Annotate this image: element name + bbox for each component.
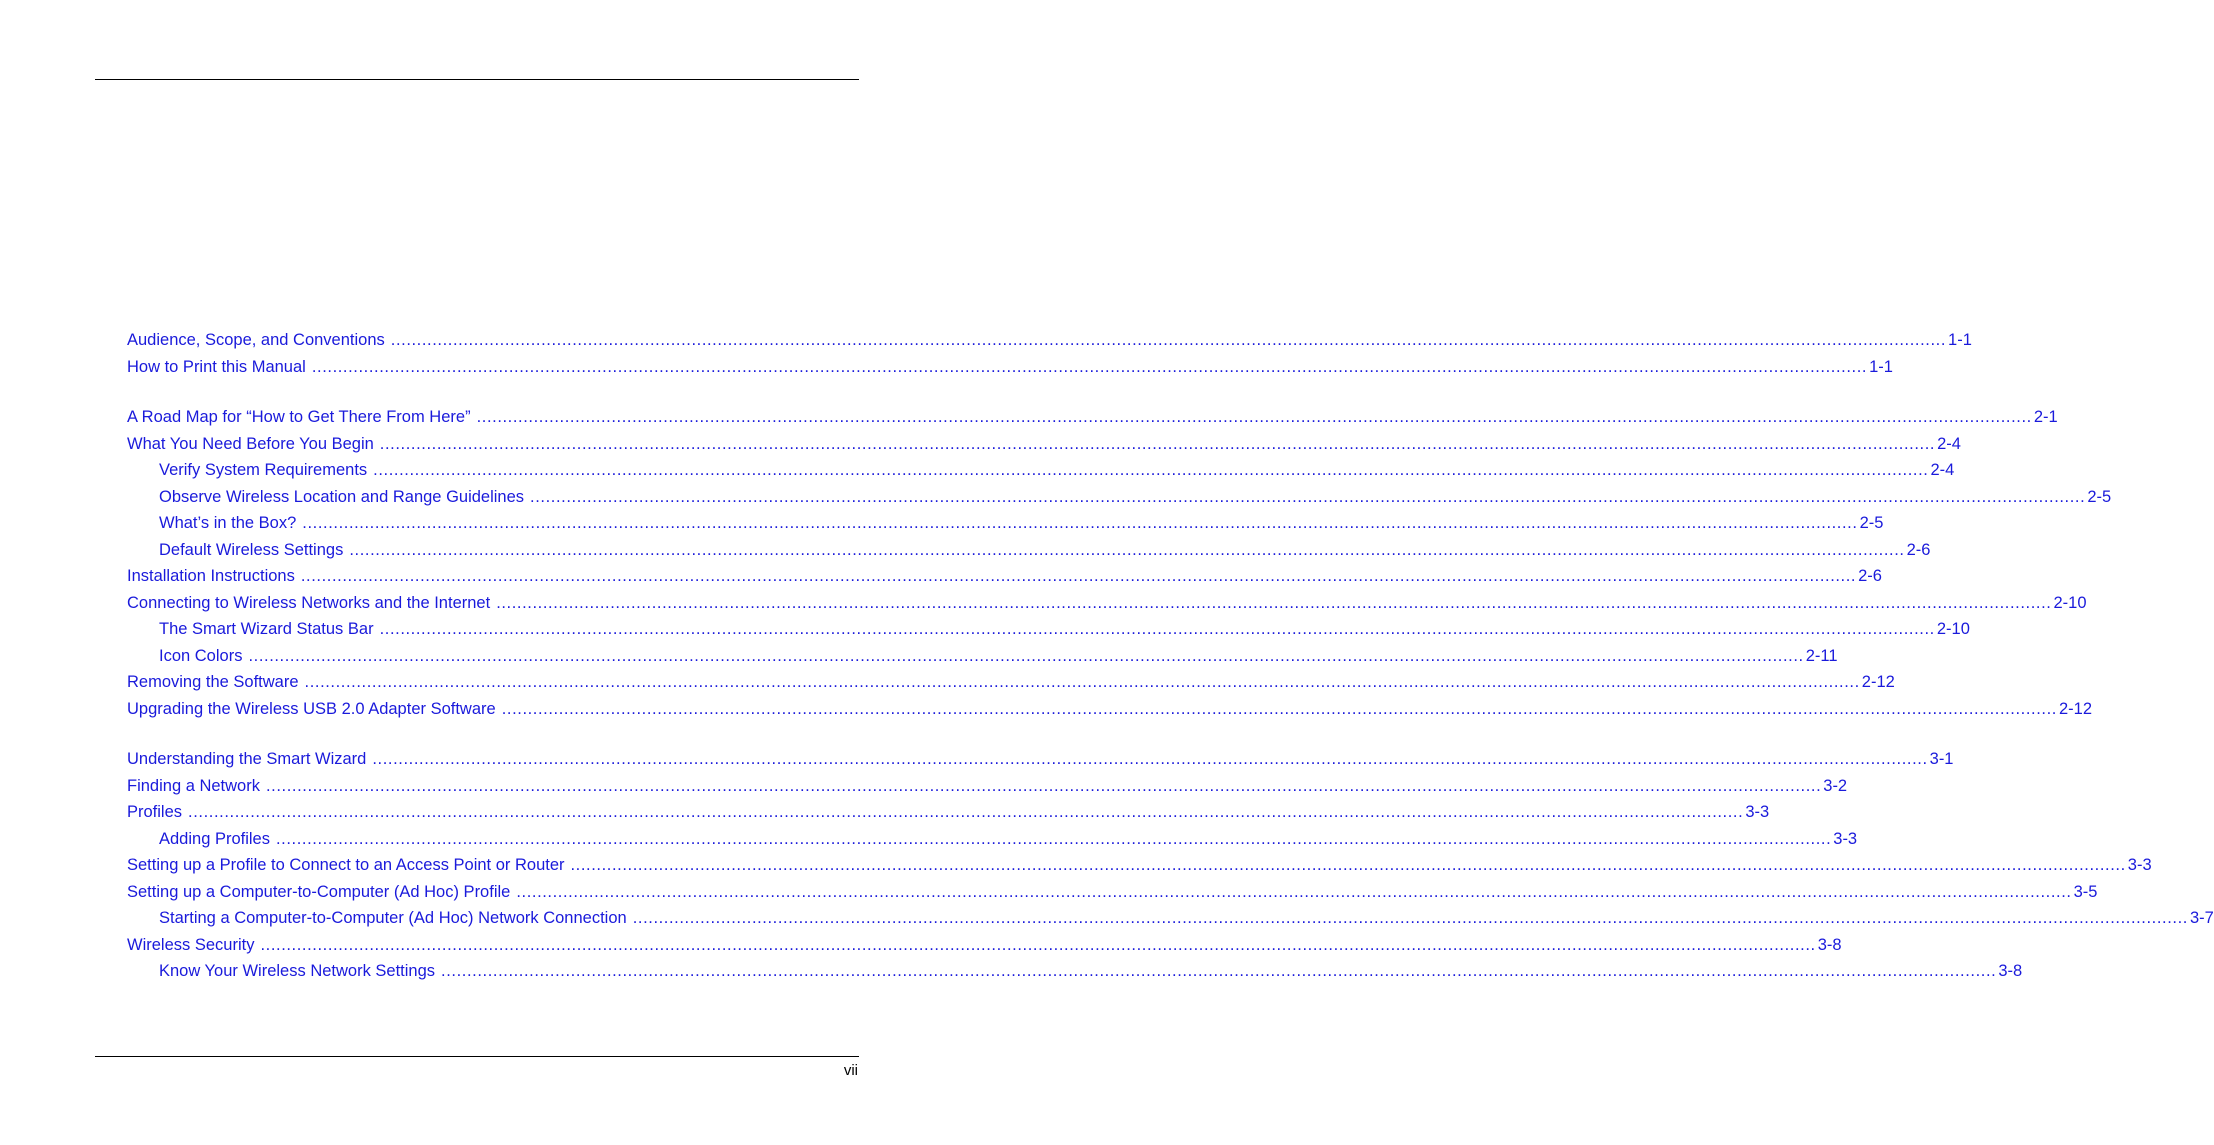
- toc-subentry-link[interactable]: [127, 616, 1970, 643]
- dot-leader: ............................................................................................................................................................................................................................................................................................................: [188, 803, 1744, 821]
- toc-entry-title: Upgrading the Wireless USB 2.0 Adapter Software: [127, 699, 496, 718]
- dot-leader: ............................................................................................................................................................................................................................................................................................................: [349, 540, 1905, 559]
- toc-subentry-link[interactable]: [127, 643, 1838, 670]
- table-of-contents: [127, 327, 2214, 985]
- toc-entry-title: Understanding the Smart Wizard: [127, 750, 367, 768]
- dot-leader: ............................................................................................................................................................................................................................................................................................................: [570, 856, 2126, 874]
- toc-entry-title: Finding a Network: [127, 776, 260, 795]
- toc-entry-title: Setting up a Profile to Connect to an Access Point or Router: [127, 856, 565, 874]
- toc-entry-title: Verify System Requirements: [159, 461, 368, 479]
- toc-entry-title: Starting a Computer-to-Computer (Ad Hoc) Network Connection: [159, 909, 627, 927]
- dot-leader: ............................................................................................................................................................................................................................................................................................................: [311, 357, 1868, 376]
- toc-subentry-link[interactable]: [127, 826, 1858, 853]
- toc-entry-page: 3-3: [1833, 829, 1858, 848]
- toc-entry-link[interactable]: [127, 852, 2152, 879]
- toc-entry-title: A Road Map for “How to Get There From Here”: [127, 408, 471, 426]
- toc-subentry-link[interactable]: [127, 457, 1955, 484]
- dot-leader: ............................................................................................................................................................................................................................................................................................................: [632, 909, 2188, 927]
- toc-entry-link[interactable]: [127, 563, 1882, 590]
- dot-leader: ............................................................................................................................................................................................................................................................................................................: [300, 567, 1857, 585]
- toc-subentry-link[interactable]: [127, 510, 1884, 537]
- toc-section: [127, 327, 1972, 380]
- toc-entry-title: How to Print this Manual: [127, 357, 306, 376]
- dot-leader: ............................................................................................................................................................................................................................................................................................................: [441, 962, 1997, 980]
- toc-entry-link[interactable]: [127, 404, 2058, 431]
- toc-entry-page: 3-8: [1817, 935, 1842, 954]
- toc-entry-page: 1-1: [1948, 331, 1972, 349]
- toc-entry-page: 2-5: [2087, 487, 2112, 506]
- toc-entry-title: Setting up a Computer-to-Computer (Ad Hoc) Profile: [127, 882, 511, 901]
- toc-entry-link[interactable]: [127, 327, 1972, 354]
- toc-entry-page: 2-11: [1805, 646, 1838, 665]
- toc-entry-title: What’s in the Box?: [159, 514, 297, 532]
- toc-entry-page: 2-1: [2033, 408, 2058, 426]
- toc-entry-page: 1-1: [1869, 357, 1893, 376]
- toc-entry-page: 3-3: [1745, 803, 1770, 821]
- toc-entry-page: 2-6: [1858, 567, 1882, 585]
- toc-entry-page: 2-5: [1859, 514, 1884, 532]
- dot-leader: ............................................................................................................................................................................................................................................................................................................: [372, 750, 1928, 768]
- toc-section: [127, 746, 2214, 985]
- toc-entry-page: 3-3: [2127, 856, 2152, 874]
- dot-leader: ............................................................................................................................................................................................................................................................................................................: [260, 935, 1816, 954]
- toc-entry-page: 2-10: [2053, 593, 2087, 612]
- toc-entry-link[interactable]: [127, 746, 1954, 773]
- header-rule: [95, 79, 859, 80]
- toc-entry-title: Audience, Scope, and Conventions: [127, 331, 385, 349]
- toc-entry-title: Adding Profiles: [159, 829, 270, 848]
- dot-leader: ............................................................................................................................................................................................................................................................................................................: [373, 461, 1929, 479]
- footer-rule: [95, 1056, 859, 1057]
- toc-entry-page: 2-4: [1937, 434, 1961, 453]
- toc-entry-page: 2-4: [1930, 461, 1955, 479]
- toc-entry-link[interactable]: [127, 799, 1770, 826]
- dot-leader: ............................................................................................................................................................................................................................................................................................................: [379, 620, 1935, 638]
- toc-subentry-link[interactable]: [127, 537, 1931, 564]
- toc-section: [127, 404, 2112, 722]
- toc-entry-page: 3-1: [1929, 750, 1954, 768]
- toc-subentry-link[interactable]: [127, 905, 2214, 932]
- dot-leader: ............................................................................................................................................................................................................................................................................................................: [516, 882, 2072, 901]
- toc-entry-title: Installation Instructions: [127, 567, 295, 585]
- dot-leader: ............................................................................................................................................................................................................................................................................................................: [304, 673, 1860, 691]
- toc-entry-title: Removing the Software: [127, 673, 299, 691]
- toc-entry-title: Icon Colors: [159, 646, 243, 665]
- toc-entry-link[interactable]: [127, 879, 2098, 906]
- toc-entry-page: 2-6: [1906, 540, 1931, 559]
- dot-leader: ............................................................................................................................................................................................................................................................................................................: [501, 699, 2057, 718]
- toc-entry-page: 3-8: [1998, 962, 2023, 980]
- dot-leader: ............................................................................................................................................................................................................................................................................................................: [530, 487, 2086, 506]
- toc-entry-page: 3-7: [2189, 909, 2214, 927]
- toc-entry-title: The Smart Wizard Status Bar: [159, 620, 374, 638]
- toc-entry-page: 2-12: [2058, 699, 2093, 718]
- toc-entry-page: 3-2: [1823, 776, 1848, 795]
- dot-leader: ............................................................................................................................................................................................................................................................................................................: [248, 646, 1804, 665]
- dot-leader: ............................................................................................................................................................................................................................................................................................................: [496, 593, 2052, 612]
- toc-entry-title: Connecting to Wireless Networks and the Internet: [127, 593, 491, 612]
- toc-entry-page: 2-12: [1861, 673, 1895, 691]
- dot-leader: ............................................................................................................................................................................................................................................................................................................: [302, 514, 1858, 532]
- toc-subentry-link[interactable]: [127, 958, 2023, 985]
- dot-leader: ............................................................................................................................................................................................................................................................................................................: [379, 434, 1936, 453]
- dot-leader: ............................................................................................................................................................................................................................................................................................................: [275, 829, 1832, 848]
- toc-entry-link[interactable]: [127, 932, 1842, 959]
- dot-leader: ............................................................................................................................................................................................................................................................................................................: [390, 331, 1947, 349]
- toc-entry-link[interactable]: [127, 354, 1893, 381]
- toc-entry-link[interactable]: [127, 431, 1961, 458]
- toc-subentry-link[interactable]: [127, 484, 2112, 511]
- toc-entry-title: Wireless Security: [127, 935, 255, 954]
- dot-leader: ............................................................................................................................................................................................................................................................................................................: [265, 776, 1822, 795]
- toc-entry-page: 3-5: [2073, 882, 2098, 901]
- toc-entry-title: Default Wireless Settings: [159, 540, 344, 559]
- toc-entry-title: Profiles: [127, 803, 183, 821]
- toc-entry-page: 2-10: [1936, 620, 1970, 638]
- toc-entry-title: Observe Wireless Location and Range Guidelines: [159, 487, 525, 506]
- toc-entry-link[interactable]: [127, 669, 1895, 696]
- toc-entry-title: Know Your Wireless Network Settings: [159, 962, 436, 980]
- toc-entry-link[interactable]: [127, 773, 1848, 800]
- toc-entry-title: What You Need Before You Begin: [127, 434, 374, 453]
- dot-leader: ............................................................................................................................................................................................................................................................................................................: [476, 408, 2032, 426]
- page-number: vii: [843, 1062, 858, 1079]
- toc-entry-link[interactable]: [127, 590, 2087, 617]
- toc-entry-link[interactable]: [127, 696, 2093, 723]
